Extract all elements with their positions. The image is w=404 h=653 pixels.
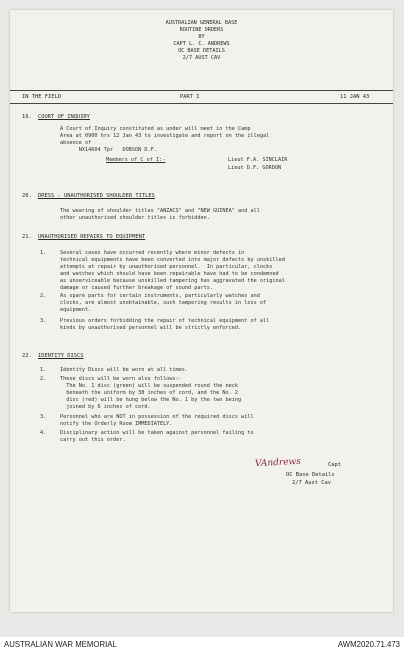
header-line-3: BY	[198, 34, 205, 40]
header-line-5: OC BASE DETAILS	[178, 48, 225, 54]
item-number: 3.	[40, 414, 47, 420]
handwritten-signature: VAndrews	[254, 456, 302, 470]
item-text: Identity Discs will be worn at all times.	[60, 367, 189, 373]
accession-number: AWM2020.71.473	[337, 640, 400, 649]
order-date: 11 JAN 43	[340, 94, 370, 100]
member-1: Lieut F.A. SINCLAIR	[228, 157, 288, 163]
section-title: UNAUTHORISED REPAIRS TO EQUIPMENT	[38, 234, 146, 240]
item-number: 2.	[40, 293, 47, 299]
header-line-6: 2/7 AUST CAV	[182, 55, 221, 61]
item-text: Disciplinary action will be taken against personnel failing to carry out this order.	[60, 430, 254, 443]
signatory-unit: 2/7 Aust Cav	[292, 480, 331, 486]
header-rule-bottom	[10, 103, 393, 104]
document-page	[10, 10, 393, 612]
item-text: These discs will be worn also follows:- The No. 1 disc (green) will be suspended round the neck beneath the uniform by 38 inches of cord, and the No. 2 disc (red) will be hung below the No. 1 by the two being joined by 6 inches of cord.	[60, 376, 242, 410]
section-body: The wearing of shoulder titles "ANZACS" and "NEW GUINEA" and all other unauthorised shoulder titles is forbidden.	[60, 208, 260, 221]
section-title: DRESS - UNAUTHORISED SHOULDER TITLES	[38, 193, 155, 199]
item-text: As spare parts for certain instruments, particularly watches and clocks, are almost unobtainable, such tampering results in loss of equipment.	[60, 293, 267, 313]
archive-footer	[0, 637, 404, 653]
section-title: IDENTITY DISCS	[38, 353, 84, 359]
location: IN THE FIELD	[22, 94, 61, 100]
members-label: Members of C of I:-	[106, 157, 166, 163]
item-text: Previous orders forbidding the repair of technical equipment of all kinds by unauthorised personnel will be strictly enforced.	[60, 318, 270, 331]
section-number: 20.	[22, 193, 32, 199]
item-text: Personnel who are NOT in possession of the required discs will notify the Orderly Room IMMEDIATELY.	[60, 414, 254, 427]
item-text: Several cases have occurred recently where minor defects in technical equipments have been converted into major defects by unskilled attempts at repair by unauthorised personnel. In particular, clocks and watches which should have been repairable have had to be condemned as unserviceable because unskilled tampering has aggravated the original damage or caused further breakage of sound parts.	[60, 250, 285, 291]
section-number: 19.	[22, 114, 32, 120]
section-title: COURT OF INQUIRY	[38, 114, 90, 120]
section-number: 21.	[22, 234, 32, 240]
header-line-4: CAPT L. C. ANDREWS	[173, 41, 230, 47]
header-line-1: AUSTRALIAN GENERAL BASE	[165, 20, 238, 26]
header-line-2: ROUTINE ORDERS	[179, 27, 224, 33]
item-number: 3.	[40, 318, 47, 324]
part-label: PART I	[180, 94, 200, 100]
section-body: A Court of Inquiry constituted as under will meet in the Camp Area at 0900 hrs 12 Jan 43 to investigate and report on the illegal absence of NX14604 Tpr DOBSON D.F.	[60, 126, 270, 153]
member-2: Lieut D.F. GORDON	[228, 165, 282, 171]
institution-name: AUSTRALIAN WAR MEMORIAL	[4, 640, 117, 649]
signatory-title: OC Base Details	[286, 472, 335, 478]
item-number: 2.	[40, 376, 47, 382]
signatory-rank: Capt	[328, 462, 341, 468]
item-number: 1.	[40, 250, 47, 256]
item-number: 1.	[40, 367, 47, 373]
section-number: 22.	[22, 353, 32, 359]
item-number: 4.	[40, 430, 47, 436]
header-rule-top	[10, 90, 393, 91]
